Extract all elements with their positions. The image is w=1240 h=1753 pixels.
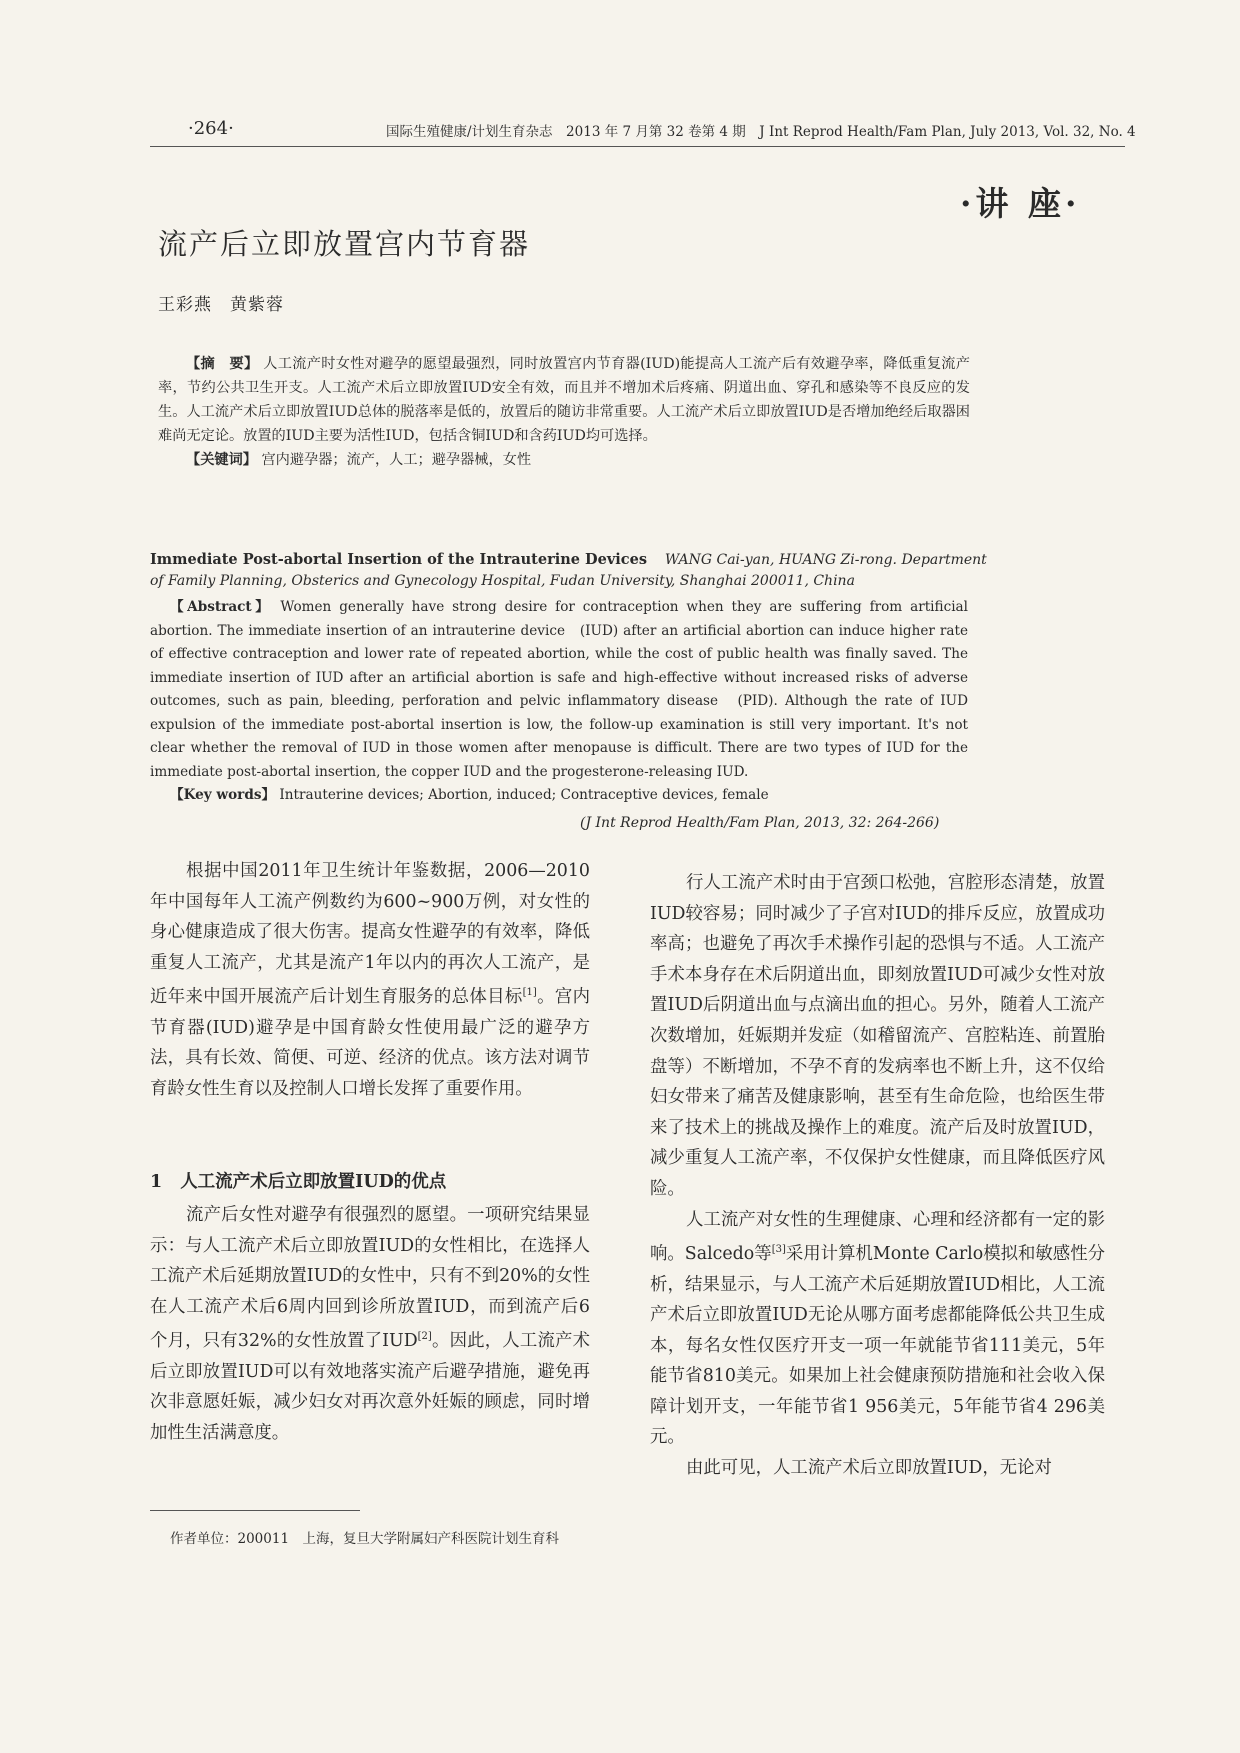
- article-title: 流产后立即放置宫内节育器: [158, 227, 531, 261]
- english-abstract-label: 【Abstract】: [170, 599, 273, 615]
- body-right-column: [650, 868, 1105, 1484]
- english-title: Immediate Post-abortal Insertion of the Intrauterine Devices: [150, 551, 647, 568]
- body-left-column: [150, 856, 590, 1105]
- page-number: ·264·: [188, 118, 234, 139]
- english-abstract-text: Women generally have strong desire for contraception when they are suffering from artificial abortion. The immediate insertion of an intrauterine device (IUD) after an artificial abortion can induce higher rate of effective contraception and lower rate of repeated abortion, while the cost of public health was finally saved. The immediate insertion of IUD after an artificial abortion is safe and high-effective without increased risks of adverse outcomes, such as pain, bleeding, perforation and pelvic inflammatory disease (PID). Although the rate of IUD expulsion of the immediate post-abortal insertion is low, the follow-up examination is still very important. It's not clear whether the removal of IUD in those women after menopause is difficult. There are two types of IUD for the immediate post-abortal insertion, the copper IUD and the progesterone-releasing IUD.: [150, 599, 968, 780]
- keywords-text: 宫内避孕器；流产，人工；避孕器械，女性: [261, 452, 532, 468]
- reference-marker: [2]: [417, 1331, 432, 1343]
- running-header: 国际生殖健康/计划生育杂志 2013 年 7 月第 32 卷第 4 期 J Int Reprod Health/Fam Plan, July 2013, Vol. 32, No. 4: [386, 124, 1136, 140]
- body-paragraph: 根据中国2011年卫生统计年鉴数据，2006—2010年中国每年人工流产例数约为600~900万例，对女性的身心健康造成了很大伤害。提高女性避孕的有效率，降低重复人工流产，尤其是流产1年以内的再次人工流产，是近年来中国开展流产后计划生育服务的总体目标[1]。宫内节育器(IUD)避孕是中国育龄女性使用最广泛的避孕方法，具有长效、简便、可逆、经济的优点。该方法对调节育龄女性生育以及控制人口增长发挥了重要作用。: [150, 861, 590, 1099]
- chinese-abstract: [158, 352, 970, 472]
- english-keywords-label: 【Key words】: [170, 787, 276, 803]
- body-paragraph: 人工流产对女性的生理健康、心理和经济都有一定的影响。Salcedo等[3]采用计算机Monte Carlo模拟和敏感性分析，结果显示，与人工流产术后延期放置IUD相比，人工流产术后立即放置IUD无论从哪方面考虑都能降低公共卫生成本，每名女性仅医疗开支一项一年就能节省111美元，5年能节省810美元。如果加上社会健康预防措施和社会收入保障计划开支，一年能节省1 956美元，5年能节省4 296美元。: [650, 1209, 1106, 1448]
- english-affiliation: of Family Planning, Obsterics and Gynecology Hospital, Fudan University, Shanghai 200011, China: [150, 573, 855, 589]
- keywords-label: 【关键词】: [186, 452, 257, 468]
- article-authors: 王彩燕 黄紫蓉: [158, 295, 284, 315]
- section-heading-text: 人工流产术后立即放置IUD的优点: [180, 1172, 447, 1192]
- body-paragraph: 行人工流产术时由于宫颈口松弛，宫腔形态清楚，放置IUD较容易；同时减少了子宫对IUD的排斥反应，放置成功率高；也避免了再次手术操作引起的恐惧与不适。人工流产手术本身存在术后阴道出血，即刻放置IUD可减少女性对放置IUD后阴道出血与点滴出血的担心。另外，随着人工流产次数增加，妊娠期并发症（如稽留流产、宫腔粘连、前置胎盘等）不断增加，不孕不育的发病率也不断上升，这不仅给妇女带来了痛苦及健康影响，甚至有生命危险，也给医生带来了技术上的挑战及操作上的难度。流产后及时放置IUD，减少重复人工流产率，不仅保护女性健康，而且降低医疗风险。: [650, 873, 1105, 1199]
- section-number: 1: [150, 1172, 163, 1192]
- citation: (J Int Reprod Health/Fam Plan, 2013, 32: 264-266): [580, 815, 940, 831]
- abstract-label: 【摘 要】: [186, 356, 259, 372]
- english-keywords: Intrauterine devices; Abortion, induced; Contraceptive devices, female: [279, 787, 769, 803]
- body-paragraph: 流产后女性对避孕有很强烈的愿望。一项研究结果显示：与人工流产术后立即放置IUD的女性相比，在选择人工流产术后延期放置IUD的女性中，只有不到20%的女性在人工流产术后6周内回到诊所放置IUD，而到流产后6个月，只有32%的女性放置了IUD[2]。因此，人工流产术后立即放置IUD可以有效地落实流产后避孕措施，避免再次非意愿妊娠，减少妇女对再次意外妊娠的顾虑，同时增加性生活满意度。: [150, 1205, 590, 1443]
- reference-marker: [1]: [522, 987, 537, 999]
- header-rule: [150, 146, 1125, 147]
- footnote-rule: [150, 1510, 360, 1511]
- section-heading: [150, 1168, 446, 1193]
- english-title-line: [150, 549, 987, 571]
- body-left-column-lower: [150, 1200, 590, 1449]
- abstract-text: 人工流产时女性对避孕的愿望最强烈，同时放置宫内节育器(IUD)能提高人工流产后有效避孕率，降低重复流产率，节约公共卫生开支。人工流产术后立即放置IUD安全有效，而且并不增加术后疼痛、阴道出血、穿孔和感染等不良反应的发生。人工流产术后立即放置IUD总体的脱落率是低的，放置后的随访非常重要。人工流产术后立即放置IUD是否增加绝经后取器困难尚无定论。放置的IUD主要为活性IUD，包括含铜IUD和含药IUD均可选择。: [158, 356, 970, 444]
- reference-marker: [3]: [771, 1244, 786, 1256]
- body-paragraph: 由此可见，人工流产术后立即放置IUD，无论对: [686, 1458, 1052, 1479]
- section-label: ·讲 座·: [960, 184, 1081, 223]
- author-affiliation-footnote: 作者单位：200011 上海，复旦大学附属妇产科医院计划生育科: [170, 1531, 560, 1547]
- english-authors: WANG Cai-yan, HUANG Zi-rong. Department: [664, 552, 987, 568]
- english-abstract: [150, 596, 968, 808]
